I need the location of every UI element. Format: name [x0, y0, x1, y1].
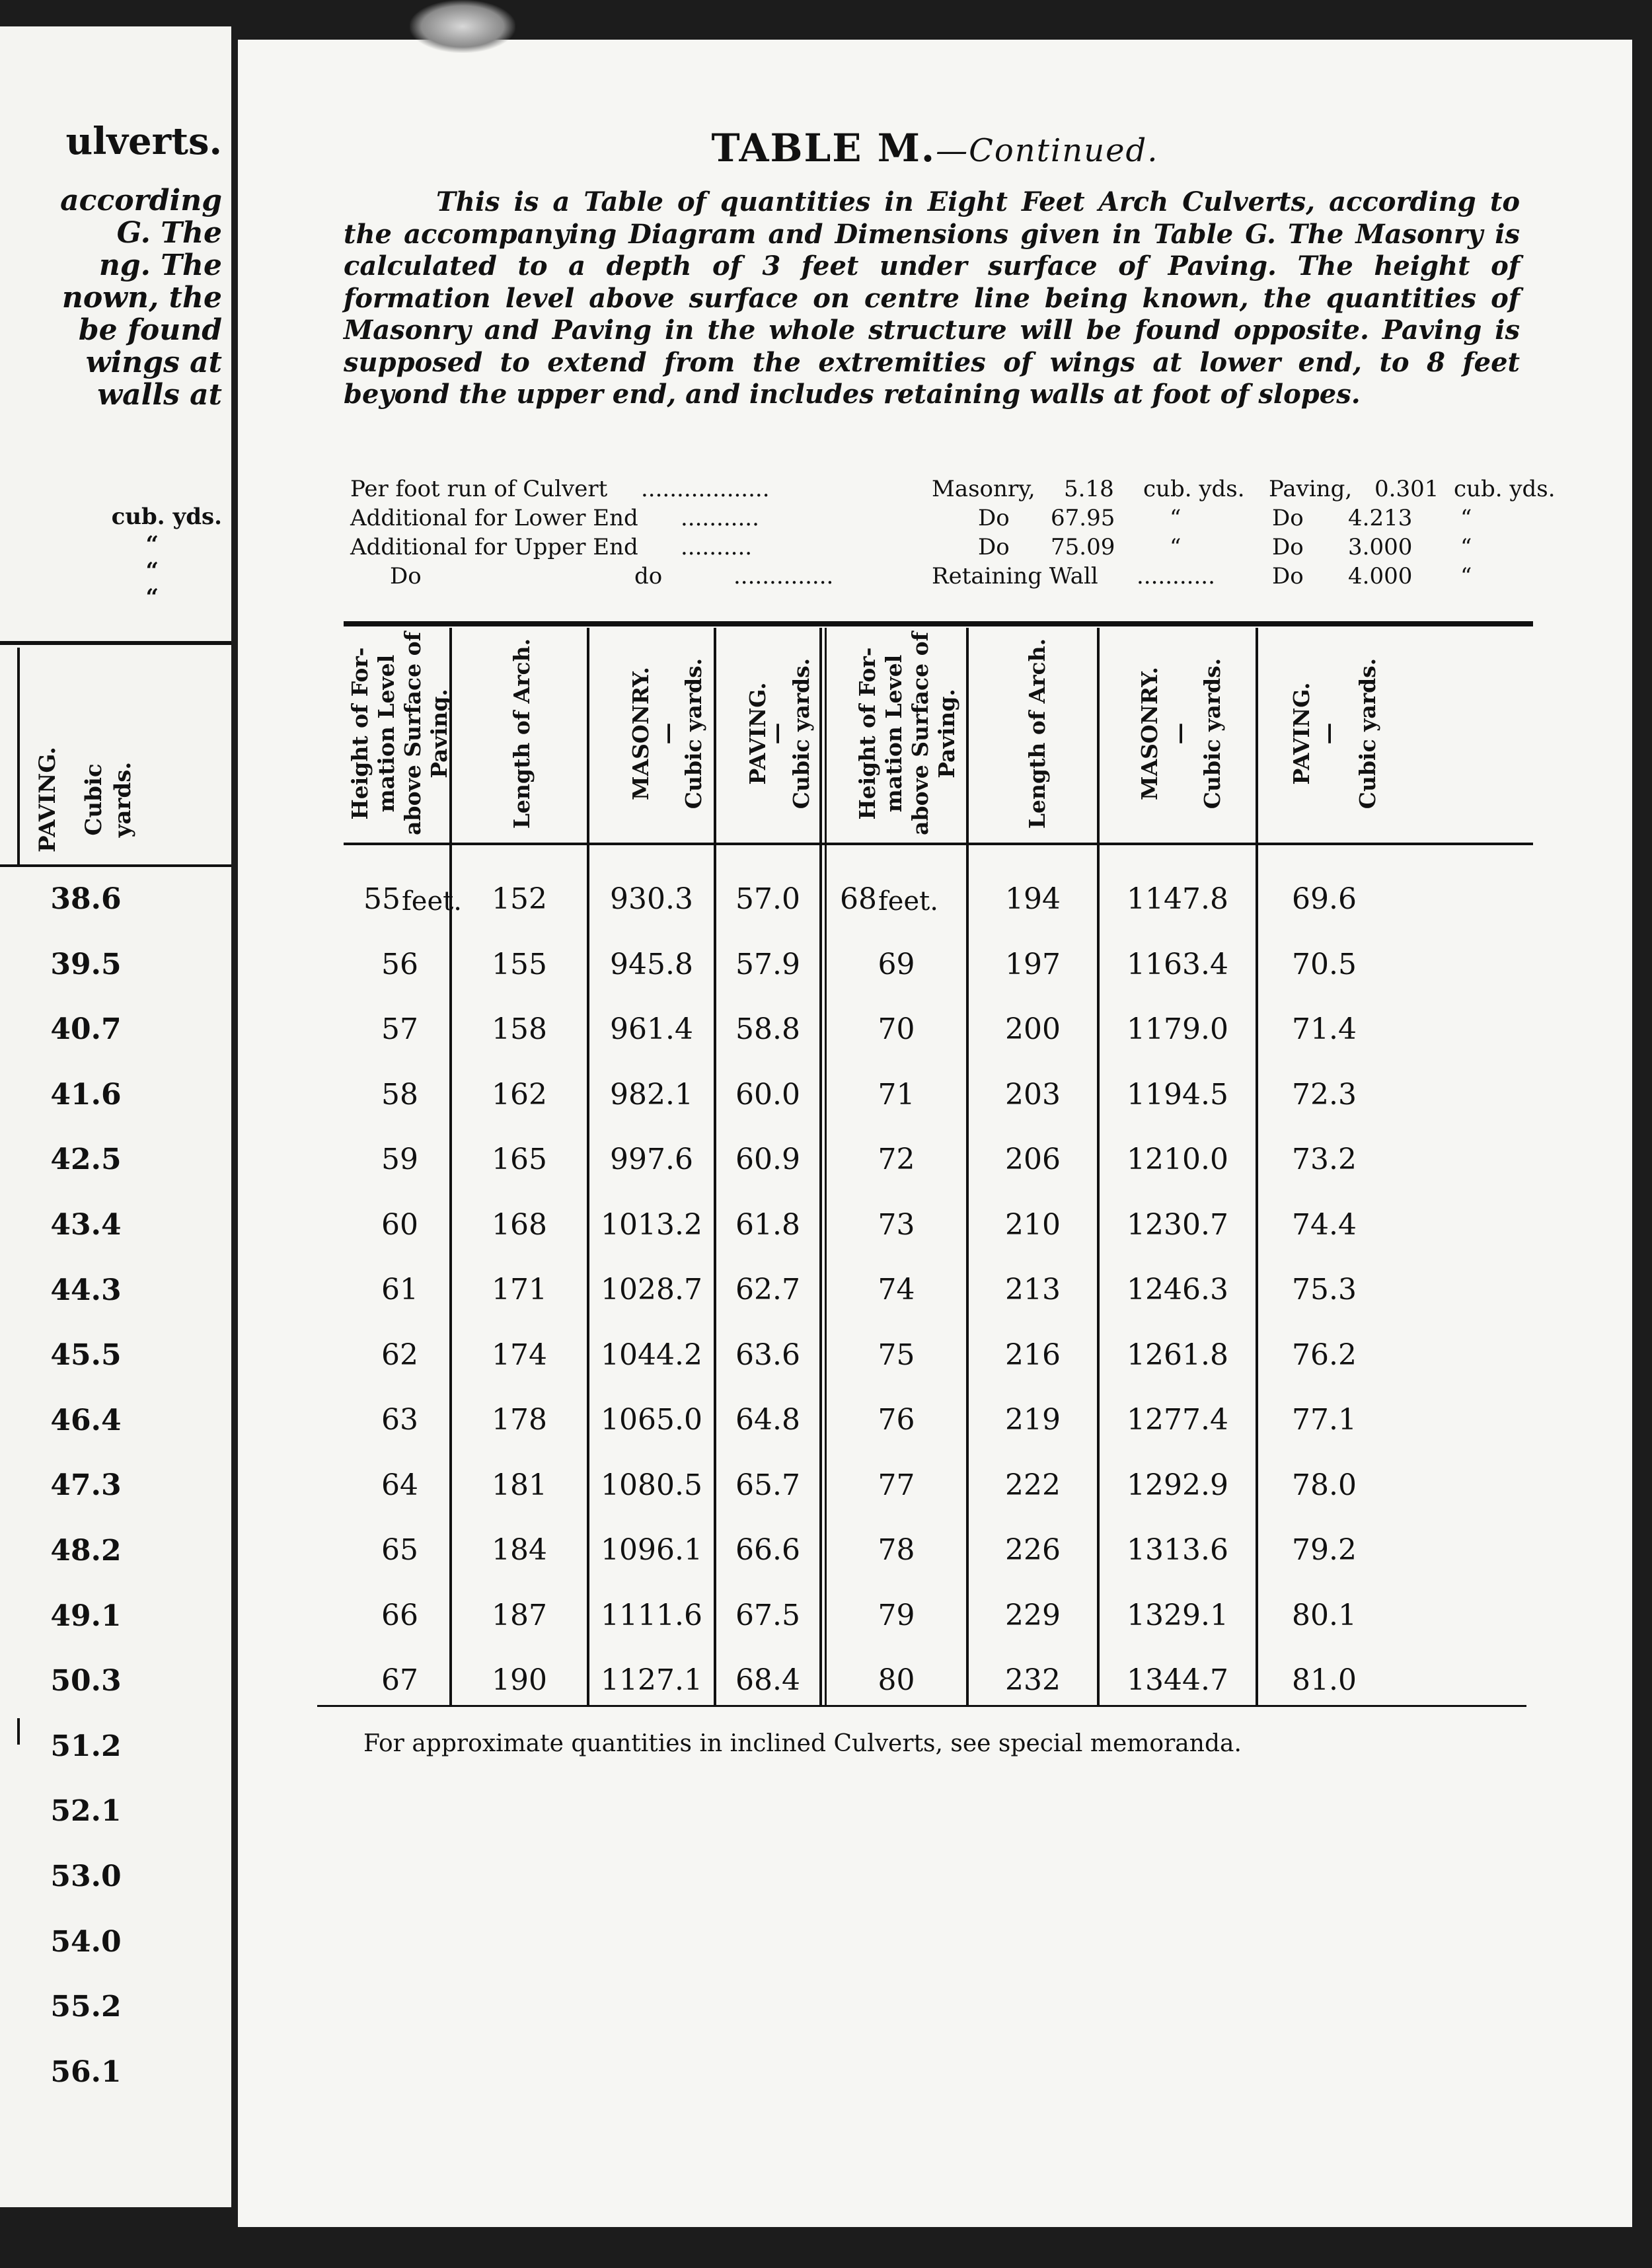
right-block-masonry-cell: 1179.0: [1127, 1012, 1228, 1046]
right-block-paving-cell: 78.0: [1292, 1468, 1357, 1502]
left-paving-value: 48.2: [50, 1534, 122, 1568]
left-block-length-cell: 178: [492, 1403, 547, 1437]
right-block-height-cell: 70: [878, 1012, 915, 1046]
header-paving-dash-right: —: [1315, 722, 1341, 745]
right-block-height-cell: 71: [878, 1077, 915, 1112]
left-paving-value: 41.6: [50, 1077, 122, 1112]
right-block-height-cell: 78: [878, 1533, 915, 1567]
quantity-row-lower-end: Additional for Lower End ........... Do 67.95 “ Do 4.213 “: [350, 505, 1472, 531]
left-block-height-cell: 61: [381, 1273, 418, 1306]
right-block-masonry-cell: 1210.0: [1127, 1143, 1228, 1176]
right-block-length-cell: 216: [1005, 1338, 1061, 1372]
right-block-height-cell: 80: [878, 1663, 915, 1697]
left-paving-value: 46.4: [50, 1403, 122, 1437]
right-block-height-cell: 69: [878, 947, 915, 981]
left-page-text-fragment: be found: [78, 313, 222, 347]
left-paving-value: 56.1: [50, 2055, 122, 2089]
right-block-length-cell: 219: [1005, 1403, 1061, 1437]
left-block-height-cell: 65: [381, 1533, 418, 1567]
right-block-height-cell: 77: [878, 1468, 915, 1502]
left-block-masonry-cell: 982.1: [610, 1077, 693, 1112]
left-block-paving-cell: 67.5: [735, 1598, 800, 1632]
left-block-height-cell: 59: [381, 1143, 418, 1176]
left-block-length-cell: 184: [492, 1533, 547, 1567]
left-block-length-cell: 174: [492, 1338, 547, 1372]
right-block-paving-cell: 77.1: [1292, 1403, 1357, 1437]
right-block-paving-cell: 71.4: [1292, 1012, 1357, 1046]
left-paving-header: PAVING.: [34, 746, 61, 853]
left-block-paving-cell: 60.0: [735, 1077, 800, 1112]
left-table-top-rule: [0, 641, 231, 645]
left-block-paving-cell: 58.8: [735, 1012, 800, 1046]
left-block-height-cell: 64: [381, 1468, 418, 1502]
footnote: For approximate quantities in inclined Culverts, see special memoranda.: [363, 1730, 1242, 1757]
right-block-height-cell: 76: [878, 1403, 915, 1437]
table-title-continued: —Continued.: [936, 132, 1159, 169]
left-block-height-cell: 63: [381, 1403, 418, 1437]
left-block-masonry-cell: 1080.5: [601, 1468, 702, 1502]
right-block-length-cell: 203: [1005, 1077, 1061, 1112]
left-block-paving-cell: 63.6: [735, 1338, 800, 1372]
left-page-text-fragment: wings at: [85, 346, 222, 379]
right-block-masonry-cell: 1147.8: [1127, 882, 1228, 916]
right-block-paving-cell: 79.2: [1292, 1533, 1357, 1567]
left-block-height-cell: 67: [381, 1663, 418, 1697]
right-block-masonry-cell: 1246.3: [1127, 1273, 1228, 1306]
left-block-length-cell: 190: [492, 1663, 547, 1697]
header-masonry-unit-right: Cubic yards.: [1199, 658, 1225, 810]
left-block-masonry-cell: 1044.2: [601, 1338, 702, 1372]
left-block-masonry-cell: 1028.7: [601, 1273, 702, 1306]
left-block-height-cell: 56: [381, 947, 418, 981]
right-block-masonry-cell: 1230.7: [1127, 1207, 1228, 1242]
right-block-paving-cell: 74.4: [1292, 1207, 1357, 1242]
left-paving-value: 38.6: [50, 882, 122, 916]
header-paving-left: PAVING.: [745, 682, 770, 785]
right-block-length-cell: 210: [1005, 1207, 1061, 1242]
right-block-paving-cell: 69.6: [1292, 882, 1357, 916]
right-block-paving-cell: 80.1: [1292, 1598, 1357, 1632]
left-block-paving-cell: 61.8: [735, 1207, 800, 1242]
left-page-text-fragment: ng. The: [98, 248, 222, 282]
header-paving-unit-right: Cubic yards.: [1355, 658, 1380, 810]
right-block-length-cell: 229: [1005, 1598, 1061, 1632]
left-page-title-fragment: ulverts.: [65, 120, 222, 163]
left-page-text-fragment: G. The: [116, 216, 222, 250]
left-paving-value: 39.5: [50, 947, 122, 981]
right-block-length-cell: 197: [1005, 947, 1061, 981]
right-block-masonry-cell: 1292.9: [1127, 1468, 1228, 1502]
left-block-length-cell: 155: [492, 947, 547, 981]
right-block-masonry-cell: 1344.7: [1127, 1663, 1228, 1697]
right-block-masonry-cell: 1194.5: [1127, 1077, 1228, 1112]
left-paving-value: 52.1: [50, 1794, 122, 1829]
left-page-text-fragment: nown, the: [61, 281, 222, 315]
right-block-length-cell: 222: [1005, 1468, 1061, 1502]
left-paving-value: 45.5: [50, 1338, 122, 1373]
page-title: [238, 126, 1632, 170]
left-block-masonry-cell: 961.4: [610, 1012, 693, 1046]
left-facing-page: [0, 26, 231, 2207]
left-block-length-cell: 171: [492, 1273, 547, 1306]
left-block-masonry-cell: 997.6: [610, 1143, 693, 1176]
left-block-masonry-cell: 930.3: [610, 882, 693, 916]
right-block-length-cell: 206: [1005, 1143, 1061, 1176]
quantity-row-retaining-wall: Do do .............. Retaining Wall ........... Do 4.000 “: [390, 563, 1472, 589]
left-paving-value: 43.4: [50, 1208, 122, 1242]
left-block-paving-cell: 65.7: [735, 1468, 800, 1502]
left-paving-value: 49.1: [50, 1599, 122, 1633]
right-block-paving-cell: 75.3: [1292, 1273, 1357, 1306]
left-block-paving-cell: 60.9: [735, 1143, 800, 1176]
left-table-divider: [17, 648, 20, 866]
table-m-page: [238, 40, 1632, 2227]
right-block-length-cell: 232: [1005, 1663, 1061, 1697]
table-title: TABLE M.: [711, 126, 936, 170]
left-block-length-cell: 187: [492, 1598, 547, 1632]
left-paving-subheader: Cubic yards.: [81, 761, 136, 838]
page-damage-mark: [410, 0, 515, 53]
left-paving-value: 54.0: [50, 1924, 122, 1959]
quantity-row-per-foot: Per foot run of Culvert .................. Masonry, 5.18 cub. yds. Paving, 0.301 cub. yds.: [350, 476, 1556, 502]
left-paving-value: 42.5: [50, 1143, 122, 1177]
right-block-paving-cell: 81.0: [1292, 1663, 1357, 1697]
right-block-height-cell: 79: [878, 1598, 915, 1632]
right-block-masonry-cell: 1163.4: [1127, 947, 1228, 981]
right-block-height-cell: 68: [840, 882, 877, 916]
intro-paragraph: This is a Table of quantities in Eight Feet Arch Culverts, according to the accompanying Diagram and Dimensions given in Table G. The Masonry is calculated to a depth of 3 feet under surface of Paving. The height of formation level above surface on centre line being known, the quantities of Masonry and Paving in the whole structure will be found opposite. Paving is supposed to extend from the extremities of wings at lower end, to 8 feet beyond the upper end, and includes retaining walls at foot of slopes.: [344, 186, 1520, 410]
left-block-height-cell: 66: [381, 1598, 418, 1632]
left-block-length-cell: 168: [492, 1207, 547, 1242]
left-ditto-2: “: [145, 558, 159, 584]
left-block-paving-cell: 64.8: [735, 1403, 800, 1437]
header-height-left: Height of For-mation Level above Surface of Paving.: [347, 632, 452, 835]
right-block-paving-cell: 72.3: [1292, 1077, 1357, 1112]
right-block-height-cell: 72: [878, 1143, 915, 1176]
left-block-length-cell: 152: [492, 882, 547, 916]
header-length-right: Length of Arch.: [1024, 638, 1050, 829]
left-block-height-cell: 60: [381, 1207, 418, 1242]
left-block-height-cell: 55: [363, 882, 400, 916]
header-paving-unit-left: Cubic yards.: [788, 658, 814, 810]
left-block-feet-suffix: feet.: [402, 886, 462, 917]
left-block-paving-cell: 66.6: [735, 1533, 800, 1567]
right-block-height-cell: 73: [878, 1207, 915, 1242]
header-paving-dash-left: —: [763, 722, 789, 745]
left-block-masonry-cell: 1013.2: [601, 1207, 702, 1242]
left-paving-value: 53.0: [50, 1860, 122, 1893]
right-block-height-cell: 75: [878, 1338, 915, 1372]
left-block-height-cell: 62: [381, 1338, 418, 1372]
left-block-masonry-cell: 1111.6: [601, 1598, 702, 1632]
right-block-paving-cell: 70.5: [1292, 947, 1357, 981]
right-block-height-cell: 74: [878, 1273, 915, 1306]
left-block-masonry-cell: 945.8: [610, 947, 693, 981]
right-block-masonry-cell: 1313.6: [1127, 1533, 1228, 1567]
right-block-masonry-cell: 1277.4: [1127, 1403, 1228, 1437]
right-block-paving-cell: 76.2: [1292, 1338, 1357, 1372]
left-block-paving-cell: 62.7: [735, 1273, 800, 1306]
left-block-masonry-cell: 1127.1: [601, 1663, 702, 1697]
right-block-length-cell: 200: [1005, 1012, 1061, 1046]
left-block-paving-cell: 57.0: [735, 882, 800, 916]
header-masonry-dash-left: —: [654, 722, 680, 745]
header-masonry-unit-left: Cubic yards.: [681, 658, 706, 810]
left-block-length-cell: 158: [492, 1012, 547, 1046]
header-height-right: Height of For-mation Level above Surface of Paving.: [854, 632, 959, 835]
left-table-header-rule: [0, 864, 231, 867]
right-block-masonry-cell: 1329.1: [1127, 1598, 1228, 1632]
header-masonry-left: MASONRY.: [628, 666, 654, 801]
table-header-rule: [344, 843, 1533, 845]
left-block-length-cell: 162: [492, 1077, 547, 1112]
right-block-length-cell: 213: [1005, 1273, 1061, 1306]
left-paving-value: 51.2: [50, 1729, 122, 1763]
left-page-text-fragment: walls at: [97, 378, 222, 412]
left-paving-value: 47.3: [50, 1468, 122, 1503]
left-paving-value: 40.7: [50, 1012, 122, 1047]
right-block-paving-cell: 73.2: [1292, 1143, 1357, 1176]
header-paving-right: PAVING.: [1289, 682, 1314, 785]
left-block-length-cell: 181: [492, 1468, 547, 1502]
left-paving-value: 44.3: [50, 1273, 122, 1307]
quantity-row-upper-end: Additional for Upper End .......... Do 75.09 “ Do 3.000 “: [350, 534, 1472, 560]
right-block-length-cell: 194: [1005, 882, 1061, 916]
left-block-height-cell: 57: [381, 1012, 418, 1046]
left-paving-value: 55.2: [50, 1990, 122, 2024]
header-masonry-dash-right: —: [1166, 722, 1192, 745]
left-block-paving-cell: 68.4: [735, 1663, 800, 1697]
header-masonry-right: MASONRY.: [1137, 666, 1162, 801]
left-page-text-fragment: according: [60, 184, 222, 217]
left-ditto-3: “: [145, 584, 159, 611]
right-block-length-cell: 226: [1005, 1533, 1061, 1567]
right-block-feet-suffix: feet.: [878, 886, 938, 917]
left-block-masonry-cell: 1096.1: [601, 1533, 702, 1567]
right-block-masonry-cell: 1261.8: [1127, 1338, 1228, 1372]
table-bottom-rule: [317, 1705, 1526, 1707]
table-top-rule: [344, 621, 1533, 626]
left-block-length-cell: 165: [492, 1143, 547, 1176]
left-page-unit-fragment: cub. yds.: [111, 504, 222, 530]
column-divider: [819, 628, 822, 1705]
left-block-paving-cell: 57.9: [735, 947, 800, 981]
left-paving-value: 50.3: [50, 1664, 122, 1698]
left-block-height-cell: 58: [381, 1077, 418, 1112]
left-ditto-1: “: [145, 531, 159, 558]
header-length-left: Length of Arch.: [509, 638, 535, 829]
left-block-masonry-cell: 1065.0: [601, 1403, 702, 1437]
